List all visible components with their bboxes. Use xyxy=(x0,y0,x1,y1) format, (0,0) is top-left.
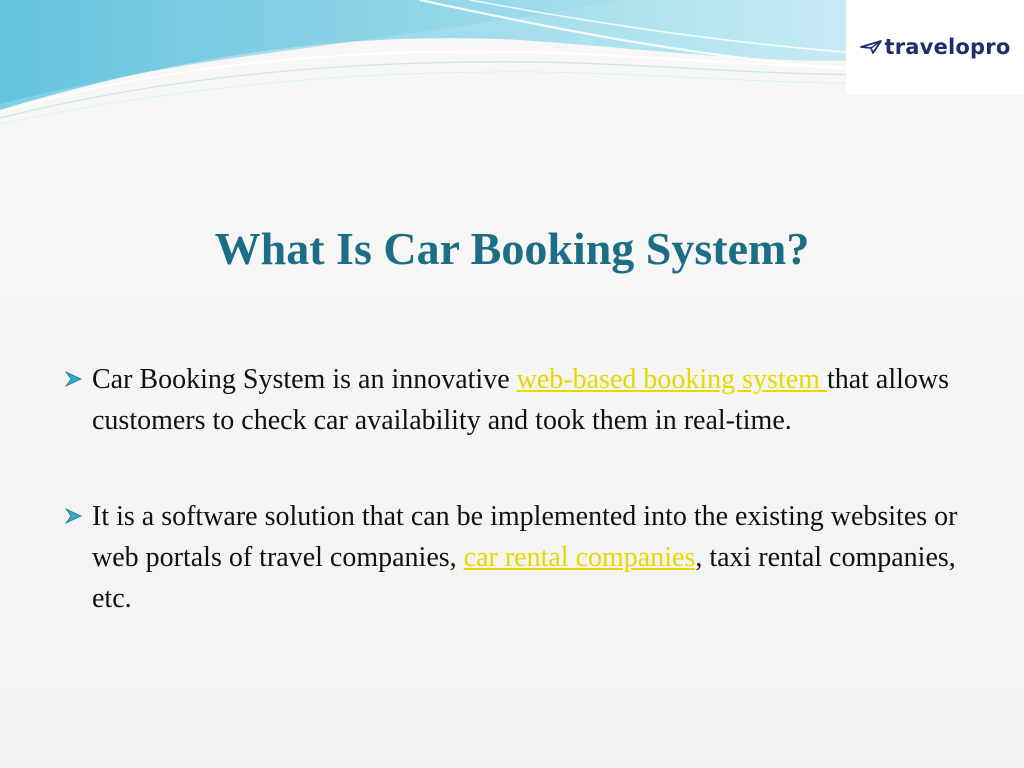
paper-plane-icon xyxy=(860,39,882,55)
bullet-text: , taxi rental companies, etc. xyxy=(92,542,956,614)
web-based-booking-system-link[interactable]: web-based booking system xyxy=(516,364,827,395)
bullet-item xyxy=(64,496,974,619)
bullet-list xyxy=(64,359,974,674)
bullet-text: that allows customers to check car availability and took them in real-time. xyxy=(92,364,950,436)
bullet-text: It is a software solution that can be implemented into the existing websites or web portals of travel companies, xyxy=(92,501,958,573)
bullet-item xyxy=(64,359,974,441)
bullet-text: Car Booking System is an innovative xyxy=(92,364,517,395)
logo-inner xyxy=(860,35,1011,59)
brand-logo xyxy=(846,0,1024,94)
arrow-bullet-icon xyxy=(64,370,84,388)
car-rental-companies-link[interactable]: car rental companies xyxy=(463,542,696,573)
arrow-bullet-icon xyxy=(64,507,84,525)
logo-text: travelopro xyxy=(884,35,1011,59)
slide-title: What Is Car Booking System? xyxy=(214,223,810,274)
